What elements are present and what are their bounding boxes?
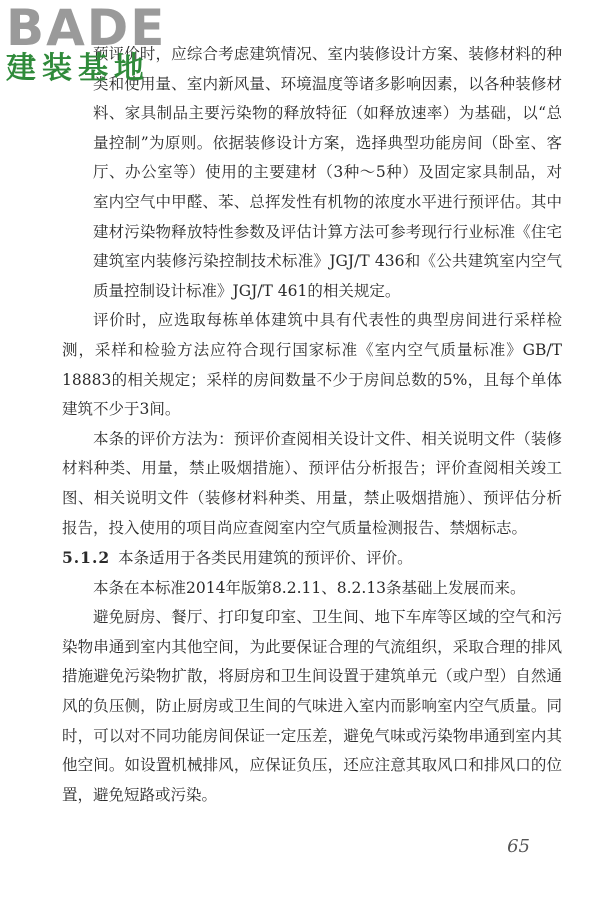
paragraph-origin: 本条在本标准2014年版第8.2.11、8.2.13条基础上发展而来。 xyxy=(93,578,526,597)
paragraph-evaluation-sampling: 评价时，应选取每栋单体建筑中具有代表性的典型房间进行采样检测，采样和检验方法应符合现行国家标准《室内空气质量标准》GB/T 18883的相关规定；采样的房间数量不少于房间总数的5%，且每个单体建筑不少于3间。 xyxy=(62,311,562,419)
watermark-brand: BADE xyxy=(6,0,167,57)
watermark-logo xyxy=(6,2,166,86)
page-number: 65 xyxy=(507,836,530,857)
watermark-subtitle: 建装基地 xyxy=(6,51,150,86)
paragraph-ventilation: 避免厨房、餐厅、打印复印室、卫生间、地下车库等区域的空气和污染物串通到室内其他空间，为此要保证合理的气流组织，采取合理的排风措施避免污染物扩散，将厨房和卫生间设置于建筑单元（或户型）自然通风的负压侧，防止厨房或卫生间的气味进入室内而影响室内空气质量。同时，可以对不同功能房间保证一定压差，避免气味或污染物串通到室内其他空间。如设置机械排风，应保证负压，还应注意其取风口和排风口的位置，避免短路或污染。 xyxy=(62,608,562,804)
clause-text: 本条适用于各类民用建筑的预评价、评价。 xyxy=(118,549,413,568)
paragraph-evaluation-method: 本条的评价方法为：预评价查阅相关设计文件、相关说明文件（装修材料种类、用量，禁止吸烟措施）、预评估分析报告；评价查阅相关竣工图、相关说明文件（装修材料种类、用量，禁止吸烟措施）、预评估分析报告，投入使用的项目尚应查阅室内空气质量检测报告、禁烟标志。 xyxy=(62,429,562,537)
clause-heading xyxy=(62,543,562,574)
body-text xyxy=(62,40,562,810)
paragraph-pre-evaluation: 预评价时，应综合考虑建筑情况、室内装修设计方案、装修材料的种类和使用量、室内新风量、环境温度等诸多影响因素，以各种装修材料、家具制品主要污染物的释放特征（如释放速率）为基础，以“总量控制”为原则。依据装修设计方案，选择典型功能房间（卧室、客厅、办公室等）使用的主要建材（3种～5种）及固定家具制品，对室内空气中甲醛、苯、总挥发性有机物的浓度水平进行预评估。其中建材污染物释放特性参数及评估计算方法可参考现行行业标准《住宅建筑室内装修污染控制技术标准》JGJ/T 436和《公共建筑室内空气质量控制设计标准》JGJ/T 461的相关规定。 xyxy=(93,45,562,300)
clause-number: 5.1.2 xyxy=(62,548,111,568)
